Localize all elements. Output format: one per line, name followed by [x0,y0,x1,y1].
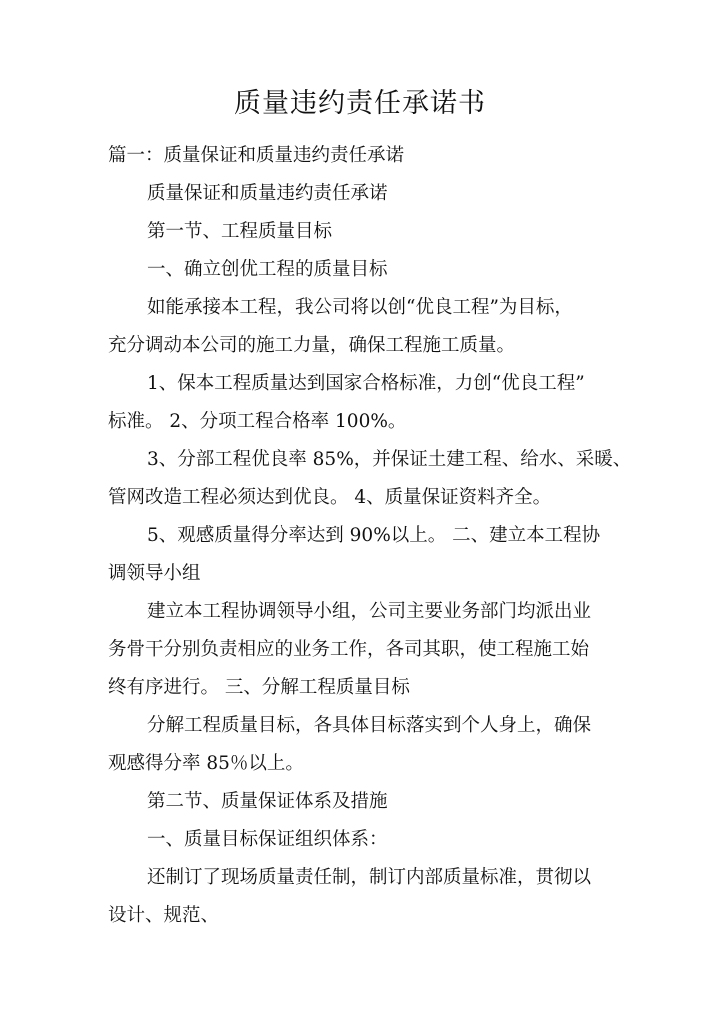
paragraph-line: 建立本工程协调领导小组，公司主要业务部门均派出业 [147,601,592,622]
paragraph-line: 1、保本工程质量达到国家合格标准，力创“优良工程” [147,373,585,394]
paragraph-line: 充分调动本公司的施工力量，确保工程施工质量。 [108,335,516,356]
subheading: 第一节、工程质量目标 [147,221,333,242]
section-heading: 篇一：质量保证和质量违约责任承诺 [108,145,405,166]
paragraph-line: 3、分部工程优良率 85%，并保证土建工程、给水、采暖、 [147,449,632,470]
subheading: 质量保证和质量违约责任承诺 [147,183,388,204]
subheading: 一、确立创优工程的质量目标 [147,259,388,280]
paragraph-line: 终有序进行。 三、分解工程质量目标 [108,677,410,698]
document-title: 质量违约责任承诺书 [234,88,486,119]
paragraph-line: 调领导小组 [108,563,201,584]
subheading: 第二节、质量保证体系及措施 [147,791,388,812]
paragraph-line: 管网改造工程必须达到优良。 4、质量保证资料齐全。 [108,487,552,508]
paragraph-line: 如能承接本工程，我公司将以创“优良工程”为目标， [147,297,573,318]
paragraph-line: 设计、规范、 [108,905,220,926]
paragraph-line: 分解工程质量目标，各具体目标落实到个人身上，确保 [147,715,592,736]
paragraph-line: 还制订了现场质量责任制，制订内部质量标准，贯彻以 [147,867,592,888]
paragraph-line: 务骨干分别负责相应的业务工作，各司其职，使工程施工始 [108,639,590,660]
paragraph-line: 标准。 2、分项工程合格率 100%。 [108,411,407,432]
paragraph-line: 5、观感质量得分率达到 90%以上。 二、建立本工程协 [147,525,601,546]
paragraph-line: 观感得分率 85％以上。 [108,753,304,774]
subheading: 一、质量目标保证组织体系： [147,829,388,850]
